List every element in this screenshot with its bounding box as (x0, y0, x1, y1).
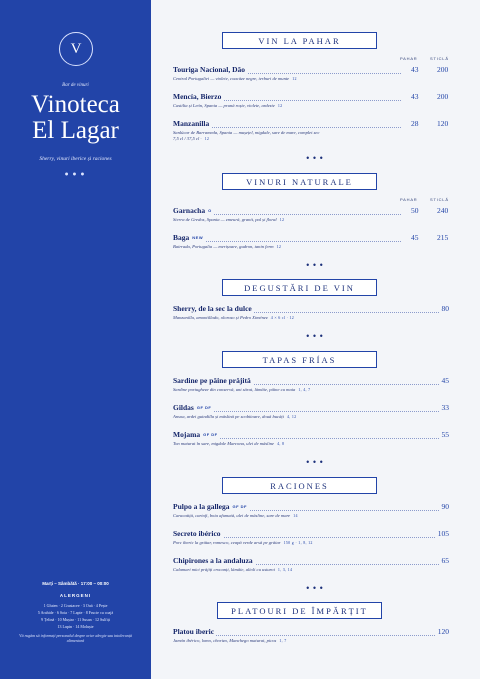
item-description: Sierra de Gredos, Spania — zmeură, granit, pal și floral 12 (173, 217, 285, 222)
brand-line-1: Vinoteca (31, 91, 120, 118)
section-title-tapas-frias: TAPAS FRÍAS (222, 351, 377, 368)
allergen-codes: 1, 7 (279, 638, 287, 643)
item-name: Chipirones a la andaluza (173, 556, 253, 565)
item-description: Porc iberic la grătar, romesco, ceapă verde arsă pe grătar 150 g · 1, 8, 12 (173, 540, 313, 545)
allergen-codes: 150 g · 1, 8, 12 (283, 540, 313, 545)
item-description: Ansoa, ardei guindilla și măslină pe scobitoare, două bucăți 4, 12 (173, 414, 297, 419)
price: 90 (439, 502, 450, 511)
allergen-line: 13 Lupin · 14 Moluște (57, 624, 94, 629)
section-divider-dots: ••• (305, 584, 326, 593)
allergen-codes: 4, 8 (277, 441, 285, 446)
item-description: Jamón ibérico, lomo, chorizo, Manchego maturat, picos 1, 7 (173, 638, 287, 643)
item-description: Caracatiță, cartofi, boia afumată, ulei de măsline, sare de mare 14 (173, 513, 298, 518)
price: 45 (439, 376, 450, 385)
menu-item (173, 119, 449, 130)
brand-line-2: El Lagar (32, 117, 119, 144)
allergen-codes: 12 (277, 103, 283, 108)
column-header-bottle: STICLĂ (430, 197, 449, 202)
section-title-raciones: RACIONES (222, 477, 377, 494)
item-description: Ton maturat în sare, migdale Marcona, ulei de măsline 4, 8 (173, 441, 285, 446)
dotted-leader (173, 411, 449, 412)
allergen-codes: 1, 4, 7 (298, 387, 311, 392)
price: 33 (439, 403, 450, 412)
price-glass: 45 (408, 233, 419, 242)
column-header-glass: PAHAR (400, 56, 418, 61)
item-description: Sardine portugheze din conservă, unt sărat, lămâie, pâine cu maia 1, 4, 7 (173, 387, 311, 392)
menu-item (173, 430, 449, 441)
menu-item (173, 92, 449, 103)
allergen-codes: 12 (276, 244, 282, 249)
item-name: Pulpo a la gallega GF DF (173, 502, 247, 511)
item-description: Sanlúcar de Barrameda, Spania — mușețel, migdale, sare de mare, complet sec 7,5 cl / 37,5 cl · 12 (173, 130, 320, 142)
opening-hours: Marți – Sâmbătă · 17:00 – 00:00 (42, 581, 109, 586)
item-description: Castilia și León, Spania — prună roșie, violete, ardezie 12 (173, 103, 283, 108)
section-title-platouri: PLATOURI DE ÎMPĂRȚIT (217, 602, 382, 619)
price: 105 (435, 529, 449, 538)
menu-item (173, 65, 449, 76)
section-divider-dots: ••• (305, 332, 326, 341)
item-name: Mencía, Bierzo (173, 92, 222, 101)
menu-item (173, 627, 449, 638)
sidebar-dots: ••• (63, 170, 88, 181)
allergen-codes: 12 (279, 217, 285, 222)
dotted-leader (173, 241, 401, 242)
monogram-logo (59, 32, 93, 66)
column-header-bottle: STICLĂ (430, 56, 449, 61)
price-glass: 43 (408, 92, 419, 101)
brand-name (0, 92, 151, 144)
item-name: Sardine pe pâine prăjită (173, 376, 251, 385)
bar-label: Bar de vinuri (62, 83, 89, 88)
menu-item (173, 529, 449, 540)
menu-item (173, 556, 449, 567)
price-bottle: 200 (434, 92, 448, 101)
item-description: Central Portugaliei — violete, coacăze negre, ierburi de munte 12 (173, 76, 297, 81)
item-name: Garnacha O (173, 206, 212, 215)
allergen-codes: 4 × 6 cl · 12 (270, 315, 295, 320)
menu-item (173, 233, 449, 244)
section-title-vin-la-pahar: VIN LA PAHAR (222, 32, 377, 49)
section-divider-dots: ••• (305, 154, 326, 163)
allergen-line: 5 Arahide · 6 Soia · 7 Lapte · 8 Fructe cu coajă (37, 610, 114, 615)
price: 80 (439, 304, 450, 313)
dietary-tag: GF DF (203, 432, 218, 437)
monogram: V (70, 40, 82, 57)
price: 120 (435, 627, 449, 636)
item-name: Sherry, de la sec la dulce (173, 304, 252, 313)
sidebar (0, 0, 151, 679)
item-name: Gildas GF DF (173, 403, 212, 412)
dietary-tag: O (208, 208, 212, 213)
allergen-codes: 4, 12 (286, 414, 297, 419)
column-header-glass: PAHAR (400, 197, 418, 202)
price-glass: 28 (408, 119, 419, 128)
menu-item (173, 376, 449, 387)
item-description: Bairrada, Portugalia — merișoare, gudron, tanin ferm 12 (173, 244, 282, 249)
price-glass: 43 (408, 65, 419, 74)
item-description: Manzanilla, amontillado, oloroso și Pedro Ximénez 4 × 6 cl · 12 (173, 315, 295, 320)
section-divider-dots: ••• (305, 458, 326, 467)
price-bottle: 215 (434, 233, 448, 242)
item-name: Platou iberic (173, 627, 215, 636)
menu-item (173, 304, 449, 315)
dietary-tag: GF DF (196, 405, 212, 410)
price-glass: 50 (408, 206, 419, 215)
allergens-title: ALERGENI (59, 593, 92, 598)
dietary-tag: GF DF (232, 504, 247, 509)
item-description: Calamari mici prăjiți crocanți, lămâie, alioli cu usturoi 1, 3, 14 (173, 567, 293, 572)
section-title-vinuri-naturale: VINURI NATURALE (222, 173, 377, 190)
brand-subtitle: Sherry, vinuri iberice și raciones (39, 156, 112, 162)
item-name: Manzanilla (173, 119, 210, 128)
item-name: Mojama GF DF (173, 430, 218, 439)
price: 55 (439, 430, 450, 439)
menu-main (151, 0, 480, 679)
item-name: Touriga Nacional, Dão (173, 65, 246, 74)
section-title-degustari: DEGUSTĂRI DE VIN (222, 279, 377, 296)
price-bottle: 240 (434, 206, 448, 215)
section-divider-dots: ••• (305, 261, 326, 270)
menu-item (173, 206, 449, 217)
allergen-line: 1 Gluten · 2 Crustacee · 3 Ouă · 4 Pește (43, 603, 108, 608)
new-tag: NEW (192, 235, 204, 240)
menu-item (173, 502, 449, 513)
allergen-note: Vă rugăm să informați personalul despre orice alergie sau intoleranță alimentară (19, 633, 132, 643)
price-bottle: 120 (434, 119, 448, 128)
allergen-codes: 12 (292, 76, 297, 81)
item-name: Baga NEW (173, 233, 204, 242)
allergen-codes: 12 (204, 136, 210, 142)
item-name: Secreto ibérico (173, 529, 221, 538)
allergen-codes: 14 (293, 513, 298, 518)
price: 65 (439, 556, 450, 565)
allergen-codes: 1, 3, 14 (277, 567, 293, 572)
price-bottle: 200 (434, 65, 448, 74)
menu-item (173, 403, 449, 414)
allergen-line: 9 Țelină · 10 Muștar · 11 Susan · 12 Sulfiți (41, 617, 110, 622)
